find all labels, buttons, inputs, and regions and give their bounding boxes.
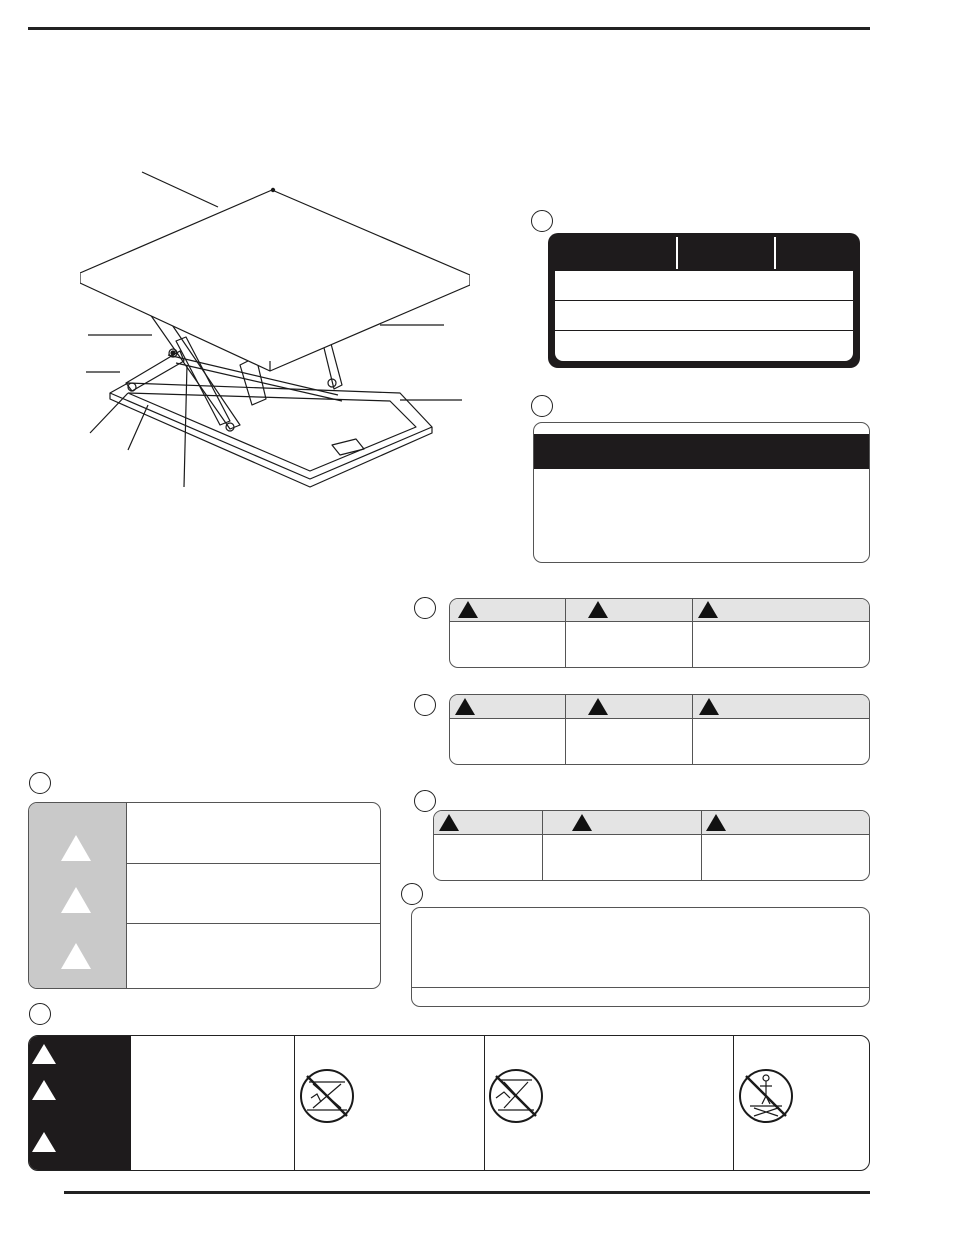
- notice-label-f: [411, 907, 870, 1007]
- callout-e: [414, 790, 436, 812]
- callout-f: [401, 883, 423, 905]
- notice-label: [533, 422, 870, 563]
- warning-label-c: [449, 598, 870, 668]
- callout-d: [414, 694, 436, 716]
- pictogram-label-h: [28, 1035, 870, 1171]
- warning-label-d: [449, 694, 870, 765]
- warning-triangle-icon: [32, 1080, 56, 1100]
- warning-triangle-icon: [699, 698, 719, 715]
- warning-triangle-icon: [61, 943, 91, 969]
- callout-b: [531, 395, 553, 417]
- warning-label-e: [433, 810, 870, 881]
- warning-triangle-icon: [572, 814, 592, 831]
- callout-c: [414, 597, 436, 619]
- warning-triangle-icon: [61, 887, 91, 913]
- warning-triangle-icon: [458, 601, 478, 618]
- notice-label-header: [534, 434, 869, 469]
- warning-triangle-icon: [588, 698, 608, 715]
- warning-label-g: [28, 802, 381, 989]
- bottom-rule: [64, 1191, 870, 1194]
- no-reach-under-platform-icon: [299, 1068, 355, 1124]
- capacity-label: [548, 233, 860, 368]
- top-rule: [28, 27, 870, 30]
- warning-triangle-icon: [588, 601, 608, 618]
- warning-triangle-icon: [439, 814, 459, 831]
- warning-triangle-icon: [32, 1132, 56, 1152]
- no-riding-platform-icon: [738, 1068, 794, 1124]
- warning-triangle-icon: [32, 1044, 56, 1064]
- warning-triangle-icon: [706, 814, 726, 831]
- warning-triangle-icon: [698, 601, 718, 618]
- capacity-label-body: [555, 271, 853, 361]
- callout-g: [29, 772, 51, 794]
- warning-triangle-icon: [455, 698, 475, 715]
- callout-h: [29, 1003, 51, 1025]
- lift-table-illustration: [80, 165, 470, 495]
- warning-triangle-icon: [61, 835, 91, 861]
- callout-a: [531, 210, 553, 232]
- no-hands-in-scissors-icon: [488, 1068, 544, 1124]
